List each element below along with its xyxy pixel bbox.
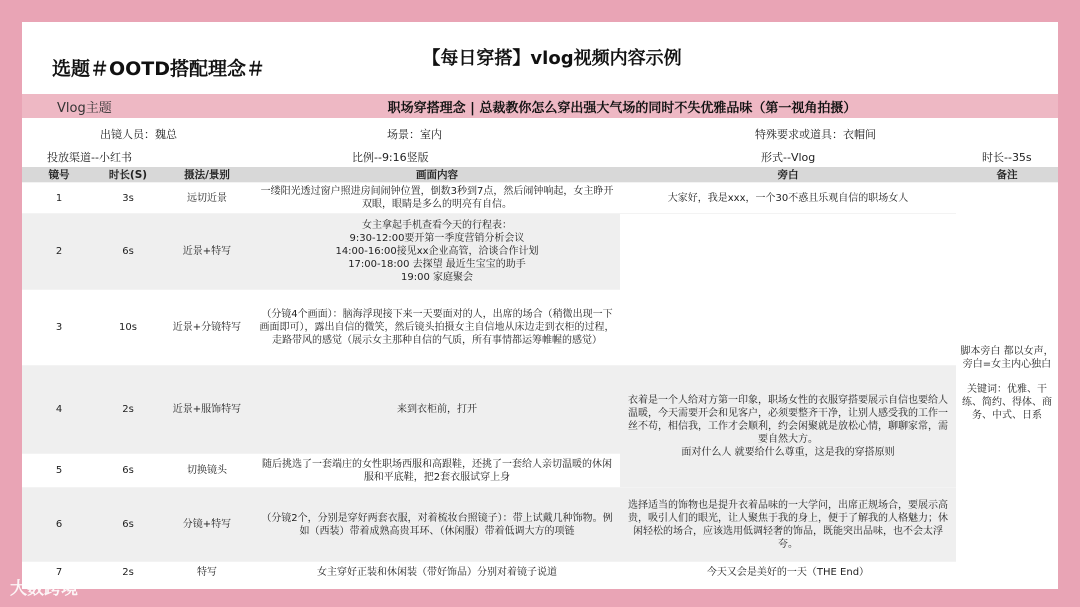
table-row [22,562,1058,584]
cell-voiceover: 大家好，我是xxx，一个30不惑且乐观自信的职场女人 [620,183,956,214]
cell-shot: 远切近景 [160,183,254,214]
cell-voiceover-empty [620,214,956,366]
cell-shot: 分镜+特写 [160,488,254,562]
table-row [22,366,1058,454]
cell-no: 5 [22,454,96,488]
header-duration: 时长(S) [96,167,160,183]
cell-voiceover: 衣着是一个人给对方第一印象，职场女性的衣服穿搭要展示自信也要给人温暖，今天需要开会和见客户，必须要整齐干净，让别人感受我的工作一丝不苟，相信我，工作才会顺利，约会闲聚就是放松心情，聊聊家常，需要自然大方。 面对什么人 就要给什么尊重，这是我的穿搭原则 [620,366,956,488]
info-props: 特殊要求或道具：衣帽间 [755,128,876,141]
theme-value: 职场穿搭理念 | 总裁教你怎么穿出强大气场的同时不失优雅品味（第一视角拍摄） [387,101,857,116]
info-duration: 时长--35s [982,151,1032,164]
shot-table [22,167,1058,584]
theme-label: Vlog主题 [57,101,112,116]
cell-no: 7 [22,562,96,584]
cell-no: 3 [22,290,96,366]
cell-duration: 2s [96,562,160,584]
header-no: 镜号 [22,167,96,183]
cell-no: 1 [22,183,96,214]
cell-content: 来到衣柜前，打开 [254,366,620,454]
page-title: 【每日穿搭】vlog视频内容示例 [422,48,682,69]
table-row [22,214,1058,290]
slide-card [22,22,1058,589]
info-channel: 投放渠道--小红书 [47,151,132,164]
cell-shot: 特写 [160,562,254,584]
header-content: 画面内容 [254,167,620,183]
topic-heading: 选题＃OOTD搭配理念＃ [52,58,266,80]
cell-no: 2 [22,214,96,290]
cell-content: 一缕阳光透过窗户照进房间闹钟位置，倒数3秒到7点，然后闹钟响起，女主睁开双眼，眼睛是多么的明亮有自信。 [254,183,620,214]
cell-shot: 近景+分镜特写 [160,290,254,366]
info-performer: 出镜人员：魏总 [100,128,177,141]
note-line-2: 关键词：优雅、干练、简约、得体、商务、中式、日系 [962,383,1052,421]
table-row [22,488,1058,562]
cell-no: 6 [22,488,96,562]
cell-shot: 近景+服饰特写 [160,366,254,454]
cell-content: （分镜4个画面）：脑海浮现接下来一天要面对的人，出席的场合（稍微出现一下画面即可），露出自信的微笑，然后镜头拍摄女主自信地从床边走到衣柜的过程，走路带风的感觉（展示女主那种自信的气质，所有事情都运筹帷幄的感觉） [254,290,620,366]
cell-content: （分镜2个，分别是穿好两套衣服，对着梳妆台照镜子）：带上试戴几种饰物。例如（西装）带着成熟高贵耳环、（休闲服）带着低调大方的项链 [254,488,620,562]
cell-duration: 6s [96,454,160,488]
cell-notes [956,183,1058,584]
info-format: 形式--Vlog [761,151,816,164]
cell-content: 随后挑选了一套端庄的女性职场西服和高跟鞋，还挑了一套给人亲切温暖的休闲服和平底鞋，把2套衣服试穿上身 [254,454,620,488]
info-scene: 场景：室内 [387,128,442,141]
header-voiceover: 旁白 [620,167,956,183]
info-ratio: 比例--9:16竖版 [352,151,429,164]
header-notes: 备注 [956,167,1058,183]
cell-voiceover: 今天又会是美好的一天（THE End） [620,562,956,584]
cell-content: 女主穿好正装和休闲装（带好饰品）分别对着镜子说道 [254,562,620,584]
table-header-row [22,167,1058,183]
cell-duration: 6s [96,214,160,290]
note-line-1: 脚本旁白 都以女声，旁白=女主内心独白 [960,345,1054,370]
header-shot: 摄法/景别 [160,167,254,183]
cell-duration: 10s [96,290,160,366]
table-row [22,183,1058,214]
cell-no: 4 [22,366,96,454]
cell-duration: 6s [96,488,160,562]
cell-shot: 切换镜头 [160,454,254,488]
theme-bar [22,94,1058,118]
cell-voiceover: 选择适当的饰物也是提升衣着品味的一大学问，出席正规场合，要展示高贵，吸引人们的眼光，让人聚焦于我的身上，便于了解我的人格魅力；休闲轻松的场合，应该选用低调轻奢的饰品，既能突出品味，也不会太浮夸。 [620,488,956,562]
watermark-logo: 大数跨境 [10,579,78,599]
cell-duration: 3s [96,183,160,214]
cell-content: 女主拿起手机查看今天的行程表： 9:30-12:00要开第一季度营销分析会议 14:00-16:00接见xx企业高管，洽谈合作计划 17:00-18:00 去探望 最近生宝宝的助手 19:00 家庭聚会 [254,214,620,290]
cell-shot: 近景+特写 [160,214,254,290]
cell-duration: 2s [96,366,160,454]
